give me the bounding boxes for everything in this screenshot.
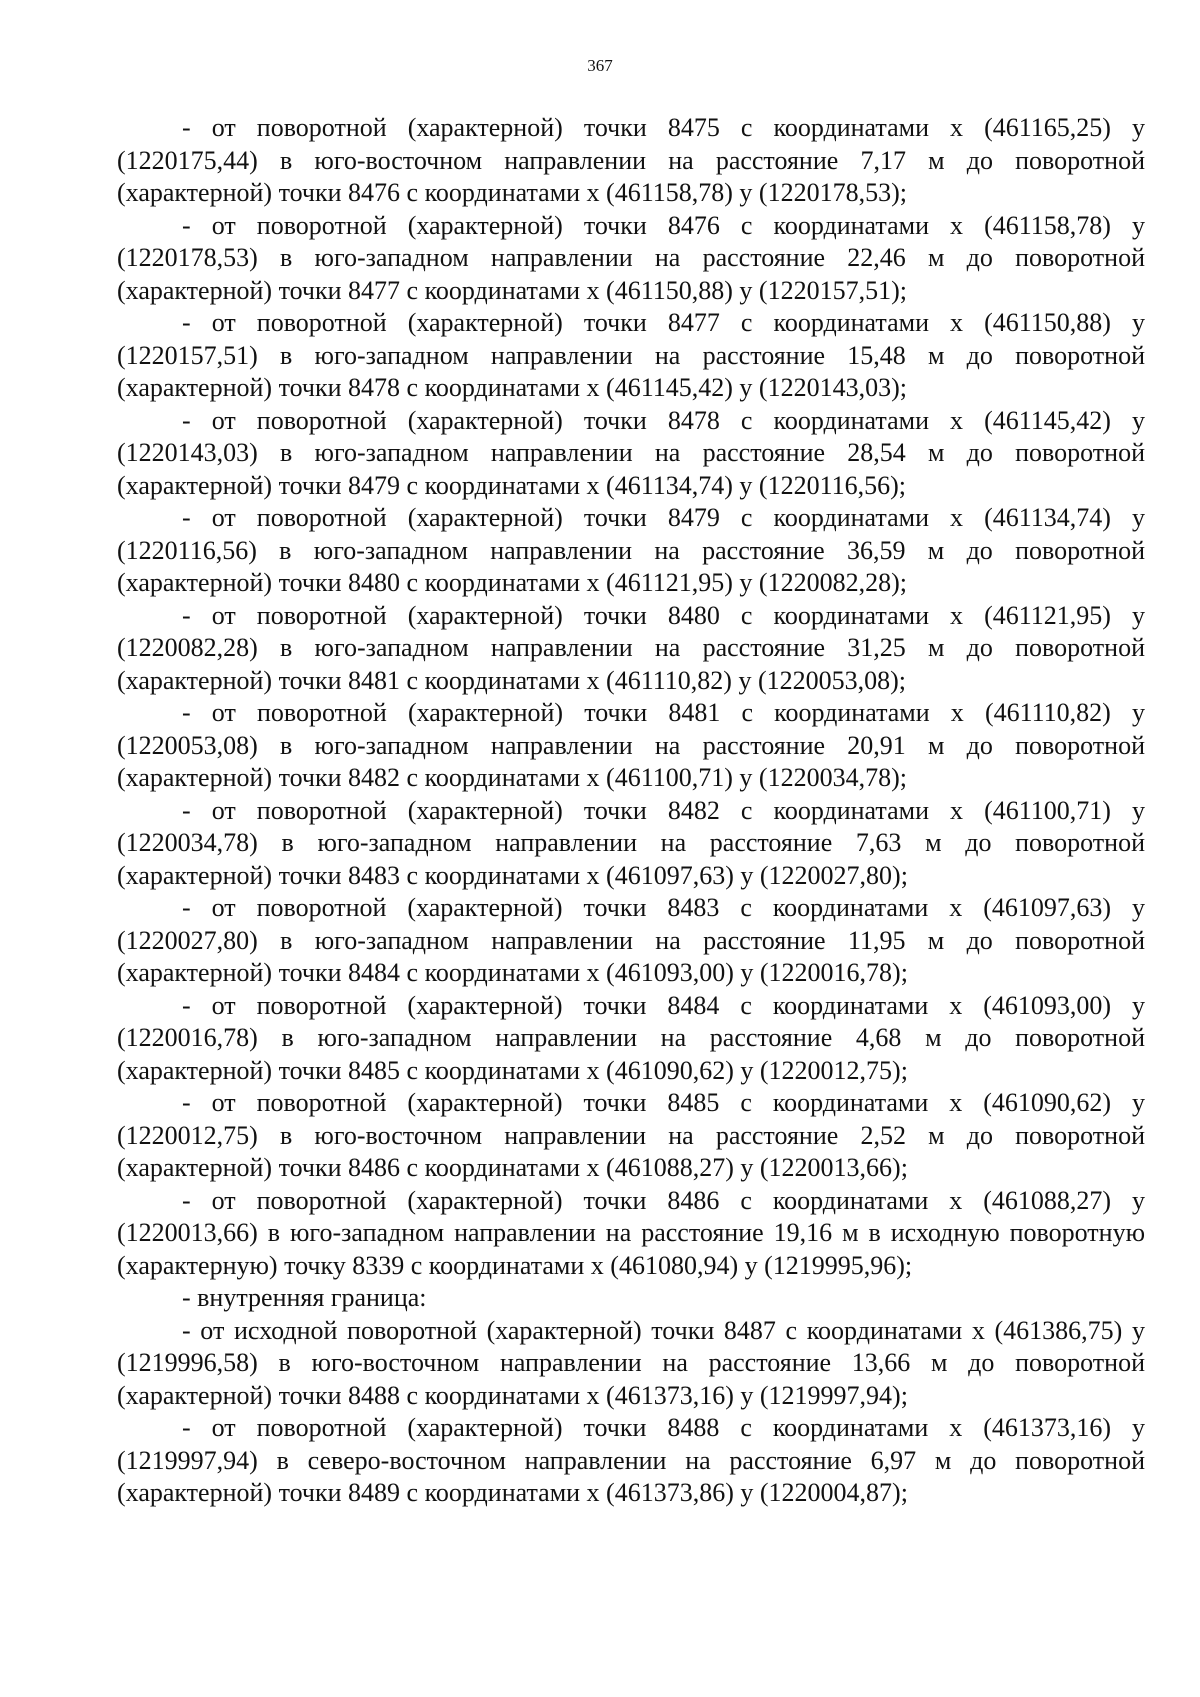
paragraph: - от поворотной (характерной) точки 8488 с координатами х (461373,16) у (1219997,94) в северо-восточном направлении на расстояние 6,97 м до поворотной (характерной) точки 8489 с координатами х (461373,86) у (1220004,87); (117, 1413, 1145, 1507)
section-heading: - внутренняя граница: (182, 1283, 427, 1312)
paragraph: - от исходной поворотной (характерной) точки 8487 с координатами х (461386,75) у (1219996,58) в юго-восточном направлении на расстояние 13,66 м до поворотной (характерной) точки 8488 с координатами х (461373,16) у (1219997,94); (117, 1315, 1145, 1410)
paragraph: - от поворотной (характерной) точки 8484 с координатами х (461093,00) у (1220016,78) в юго-западном направлении на расстояние 4,68 м до поворотной (характерной) точки 8485 с координатами х (461090,62) у (1220012,75); (117, 990, 1145, 1085)
paragraph: - от поворотной (характерной) точки 8476 с координатами х (461158,78) у (1220178,53) в юго-западном направлении на расстояние 22,46 м до поворотной (характерной) точки 8477 с координатами х (461150,88) у (1220157,51); (117, 210, 1145, 305)
paragraph: - от поворотной (характерной) точки 8477 с координатами х (461150,88) у (1220157,51) в юго-западном направлении на расстояние 15,48 м до поворотной (характерной) точки 8478 с координатами х (461145,42) у (1220143,03); (117, 308, 1145, 402)
paragraph: - от поворотной (характерной) точки 8479 с координатами х (461134,74) у (1220116,56) в юго-западном направлении на расстояние 36,59 м до поворотной (характерной) точки 8480 с координатами х (461121,95) у (1220082,28); (117, 503, 1145, 597)
document-body (117, 112, 1145, 1510)
paragraph: - от поворотной (характерной) точки 8475 с координатами х (461165,25) у (1220175,44) в юго-восточном направлении на расстояние 7,17 м до поворотной (характерной) точки 8476 с координатами х (461158,78) у (1220178,53); (117, 113, 1145, 207)
page-number: 367 (587, 56, 613, 75)
paragraph: - от поворотной (характерной) точки 8480 с координатами х (461121,95) у (1220082,28) в юго-западном направлении на расстояние 31,25 м до поворотной (характерной) точки 8481 с координатами х (461110,82) у (1220053,08); (117, 600, 1145, 695)
paragraph: - от поворотной (характерной) точки 8485 с координатами х (461090,62) у (1220012,75) в юго-восточном направлении на расстояние 2,52 м до поворотной (характерной) точки 8486 с координатами х (461088,27) у (1220013,66); (117, 1088, 1145, 1182)
paragraph: - от поворотной (характерной) точки 8482 с координатами х (461100,71) у (1220034,78) в юго-западном направлении на расстояние 7,63 м до поворотной (характерной) точки 8483 с координатами х (461097,63) у (1220027,80); (117, 795, 1145, 890)
paragraph: - от поворотной (характерной) точки 8481 с координатами х (461110,82) у (1220053,08) в юго-западном направлении на расстояние 20,91 м до поворотной (характерной) точки 8482 с координатами х (461100,71) у (1220034,78); (117, 698, 1145, 792)
paragraph: - от поворотной (характерной) точки 8483 с координатами х (461097,63) у (1220027,80) в юго-западном направлении на расстояние 11,95 м до поворотной (характерной) точки 8484 с координатами х (461093,00) у (1220016,78); (117, 893, 1145, 987)
paragraph: - от поворотной (характерной) точки 8478 с координатами х (461145,42) у (1220143,03) в юго-западном направлении на расстояние 28,54 м до поворотной (характерной) точки 8479 с координатами х (461134,74) у (1220116,56); (117, 405, 1145, 500)
paragraph: - от поворотной (характерной) точки 8486 с координатами х (461088,27) у (1220013,66) в юго-западном направлении на расстояние 19,16 м в исходную поворотную (характерную) точку 8339 с координатами х (461080,94) у (1219995,96); (117, 1185, 1145, 1280)
